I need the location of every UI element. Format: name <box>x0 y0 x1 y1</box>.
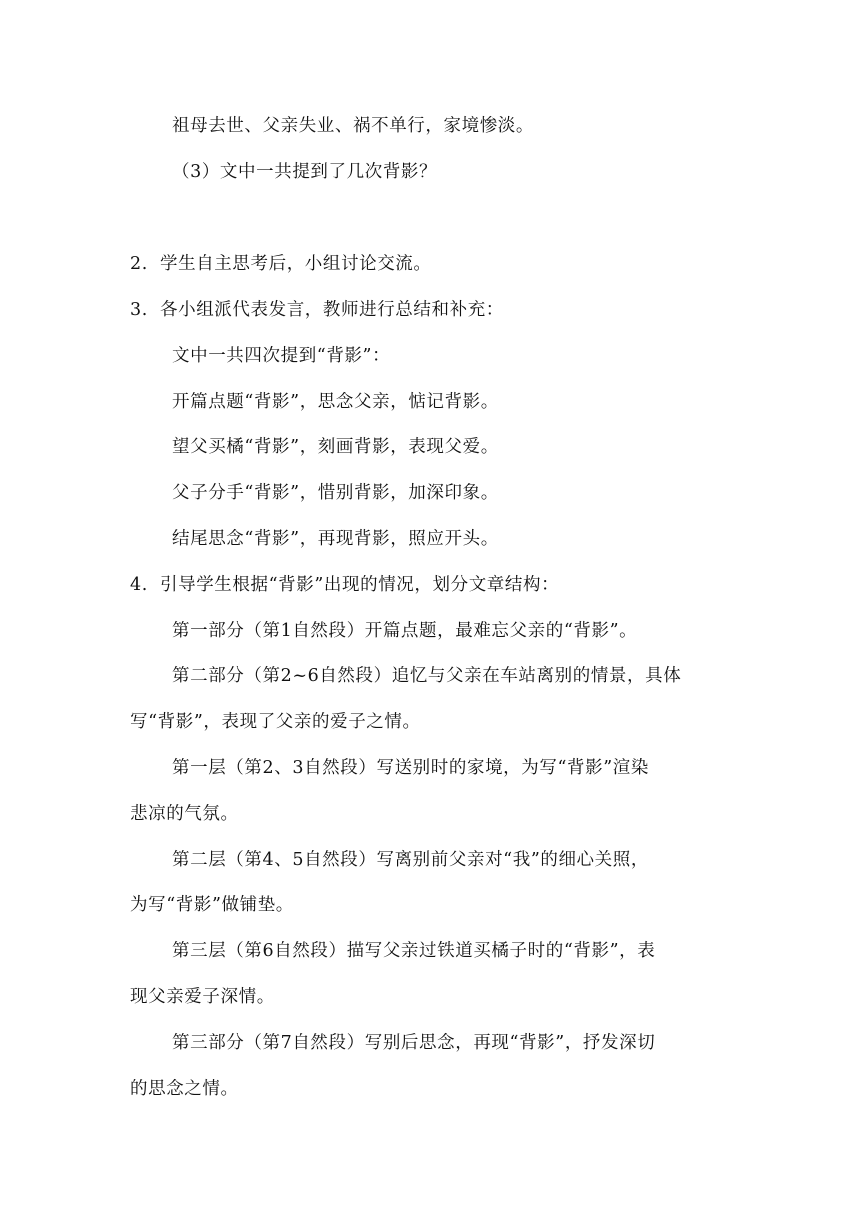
summary-line: 开篇点题“背影”，思念父亲，惦记背影。 <box>172 392 499 412</box>
structure-line: 为写“背影”做铺垫。 <box>130 895 294 915</box>
summary-line: 结尾思念“背影”，再现背影，照应开头。 <box>172 529 499 549</box>
structure-line: 的思念之情。 <box>130 1079 239 1099</box>
structure-line: 第三层（第6自然段）描写父亲过铁道买橘子时的“背影”，表 <box>172 941 656 961</box>
step-number: 2. <box>130 254 148 274</box>
structure-line: 第一部分（第1自然段）开篇点题，最难忘父亲的“背影”。 <box>172 621 638 641</box>
step-item <box>130 251 432 277</box>
summary-line: 文中一共四次提到“背影”： <box>172 346 391 366</box>
step-item <box>130 572 559 598</box>
structure-line: 第二部分（第2~6自然段）追忆与父亲在车站离别的情景，具体 <box>172 666 682 686</box>
step-text: 引导学生根据“背影”出现的情况，划分文章结构： <box>160 575 560 595</box>
step-number: 4. <box>130 575 148 595</box>
step-item <box>130 297 504 323</box>
text-line: 祖母去世、父亲失业、祸不单行，家境惨淡。 <box>172 116 534 136</box>
structure-line: 悲凉的气氛。 <box>130 804 239 824</box>
step-number: 3. <box>130 300 148 320</box>
structure-line: 第二层（第4、5自然段）写离别前父亲对“我”的细心关照， <box>172 850 649 870</box>
structure-line: 第三部分（第7自然段）写别后思念，再现“背影”，抒发深切 <box>172 1033 656 1053</box>
step-text: 学生自主思考后，小组讨论交流。 <box>160 254 432 274</box>
structure-line: 写“背影”，表现了父亲的爱子之情。 <box>130 712 421 732</box>
step-text: 各小组派代表发言，教师进行总结和补充： <box>160 300 504 320</box>
summary-line: 父子分手“背影”，惜别背影，加深印象。 <box>172 483 499 503</box>
summary-line: 望父买橘“背影”，刻画背影，表现父爱。 <box>172 437 499 457</box>
structure-line: 现父亲爱子深情。 <box>130 987 275 1007</box>
structure-line: 第一层（第2、3自然段）写送别时的家境，为写“背影”渲染 <box>172 758 649 778</box>
question-line: （3）文中一共提到了几次背影？ <box>172 162 438 182</box>
